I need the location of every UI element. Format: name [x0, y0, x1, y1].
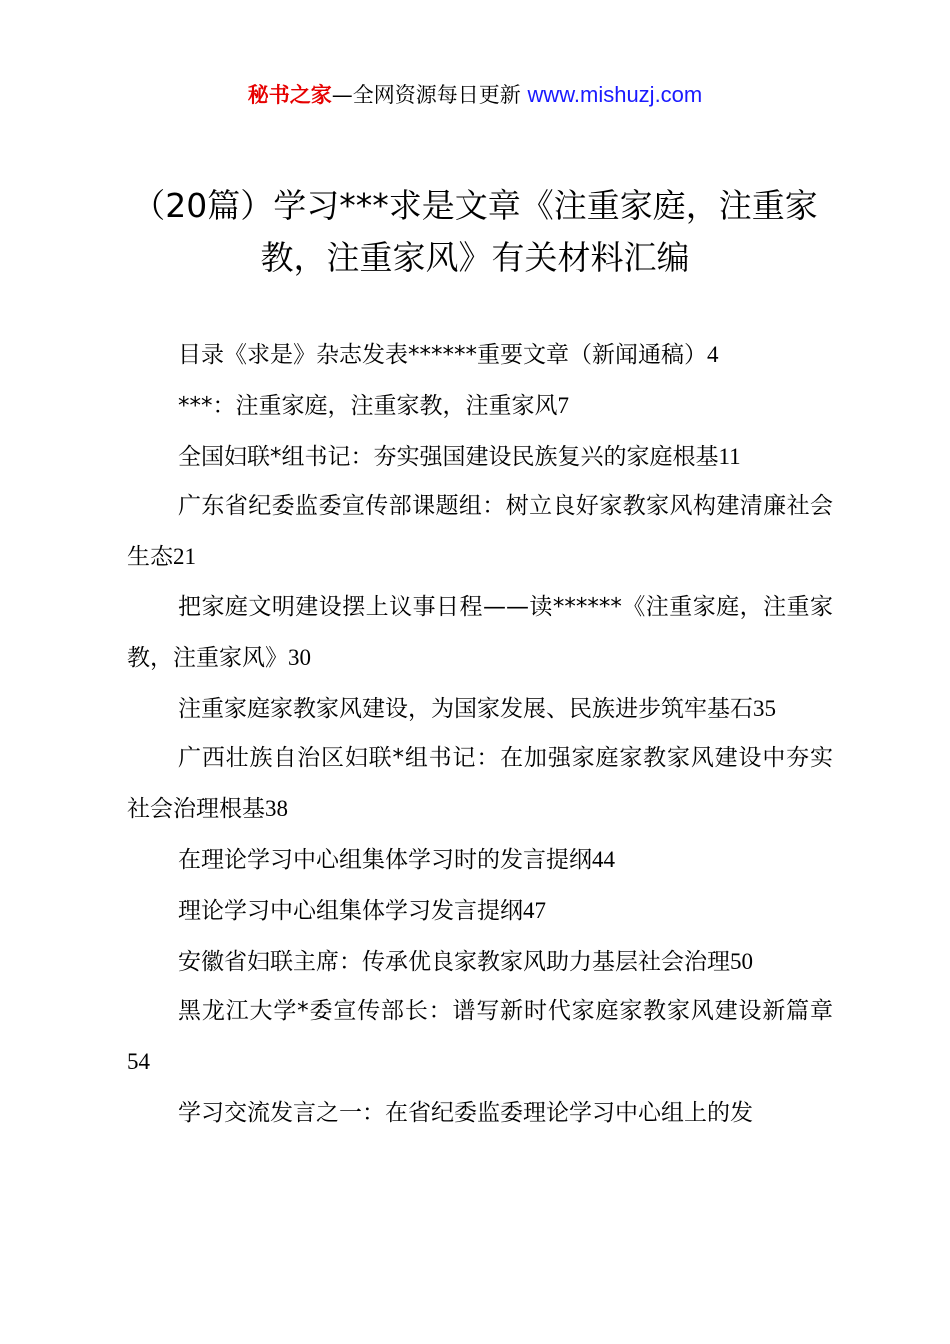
toc-entry-page: 11 [718, 443, 741, 469]
toc-entry-page: 35 [753, 695, 776, 721]
toc-entry-text: ***：注重家庭，注重家教，注重家风 [178, 392, 558, 419]
toc-entry [127, 734, 833, 835]
table-of-contents [127, 330, 833, 1139]
toc-entry-text: 广西壮族自治区妇联*组书记：在加强家庭家教家风建设中夯实社会治理根基 [127, 745, 833, 823]
toc-entry-page: 4 [707, 342, 719, 367]
toc-entry [127, 937, 833, 988]
toc-entry [127, 987, 833, 1088]
toc-entry-page: 30 [288, 644, 311, 670]
toc-entry [127, 835, 833, 886]
toc-entry [127, 886, 833, 937]
toc-entry-text: 在理论学习中心组集体学习时的发言提纲 [178, 846, 592, 873]
toc-entry [127, 583, 833, 684]
toc-entry-text: 理论学习中心组集体学习发言提纲 [178, 897, 523, 924]
toc-entry [127, 381, 833, 432]
toc-entry-text: 注重家庭家教家风建设，为国家发展、民族进步筑牢基石 [178, 695, 753, 722]
toc-entry-text: 把家庭文明建设摆上议事日程——读******《注重家庭，注重家教，注重家风》 [127, 593, 833, 671]
toc-entry-text: 全国妇联*组书记：夯实强国建设民族复兴的家庭根基 [178, 443, 719, 470]
toc-entry [127, 432, 833, 483]
toc-entry-page: 47 [523, 897, 546, 923]
toc-entry-text: 广东省纪委监委宣传部课题组：树立良好家教家风构建清廉社会生态 [127, 493, 833, 571]
toc-entry-page: 38 [265, 796, 288, 822]
toc-entry-page: 54 [127, 1049, 150, 1075]
toc-entry-text: 黑龙江大学*委宣传部长：谱写新时代家庭家教家风建设新篇章 [178, 998, 833, 1025]
toc-entry-text: 目录《求是》杂志发表******重要文章（新闻通稿） [178, 342, 707, 368]
document-title: （20篇）学习***求是文章《注重家庭，注重家教，注重家风》有关材料汇编 [132, 186, 818, 277]
toc-entry [127, 330, 833, 381]
toc-entry-text: 学习交流发言之一：在省纪委监委理论学习中心组上的发 [178, 1099, 753, 1126]
toc-entry-page: 7 [557, 392, 569, 418]
toc-entry [127, 1088, 833, 1139]
toc-entry-page: 21 [173, 544, 196, 570]
toc-entry-page: 44 [592, 846, 615, 872]
site-url-link[interactable]: www.mishuzj.com [527, 82, 703, 107]
brand-tagline: —全网资源每日更新 [331, 83, 521, 107]
brand-name: 秘书之家 [247, 83, 332, 107]
toc-entry [127, 684, 833, 735]
toc-entry-page: 50 [730, 948, 753, 974]
site-header [0, 78, 950, 112]
toc-entry-text: 安徽省妇联主席：传承优良家教家风助力基层社会治理 [178, 948, 730, 975]
toc-entry [127, 482, 833, 583]
